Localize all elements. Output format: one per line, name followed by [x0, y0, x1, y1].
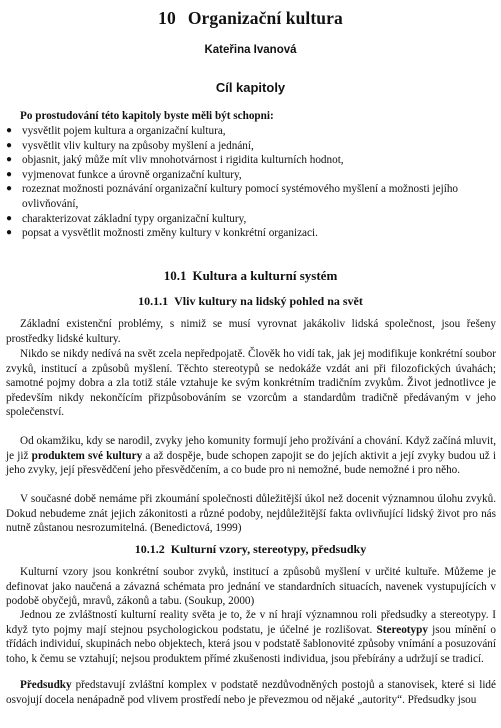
- list-item: [0, 182, 501, 211]
- section-heading-10-1: [0, 268, 501, 284]
- paragraph-text: Od okamžiku, kdy se narodil, zvyky jeho komunity formují jeho prožívání a chování. Když začíná mluvit, je již: [6, 435, 496, 462]
- list-item-text: vysvětlit vliv kultury na způsoby myšlení a jednání,: [22, 139, 254, 152]
- list-item: [0, 168, 501, 183]
- list-item: [0, 153, 501, 168]
- list-item-text: vyjmenovat funkce a úrovně organizační kultury,: [22, 168, 242, 181]
- paragraph: Základní existenční problémy, s nimiž se musí vyrovnat jakákoliv lidská společnost, jsou řešeny prostředky lidské kultury.: [6, 318, 496, 345]
- section-title: Kultura a kulturní systém: [192, 268, 338, 283]
- paragraph: [6, 434, 496, 478]
- bullet-icon: ●: [6, 227, 13, 239]
- paragraph: Kulturní vzory jsou konkrétní soubor zvyků, institucí a způsobů myšlení v určité kultuře. Můžeme je definovat jako naučená a závazná schémata pro jednání ve standardních situacích, navenek vystupujících v podobě obyčejů, mravů, zákonů a tabu. (Soukup, 2000): [6, 566, 496, 608]
- section-title: Kulturní vzory, stereotypy, předsudky: [170, 542, 367, 556]
- paragraph-text: a až dospěje, bude schopen zapojit se do jejích aktivit a její zvyky budou už i jeho zvyky, její přesvědčení jeho přesvědčením, a co bude pro ni nemožné, bude nemožné i pro něho.: [6, 449, 496, 477]
- bullet-icon: ●: [6, 168, 13, 180]
- bullet-icon: ●: [6, 212, 13, 224]
- list-item: [0, 226, 501, 241]
- list-item-text: objasnit, jaký může mít vliv mnohotvárnost i rigidita kulturních hodnot,: [22, 154, 344, 167]
- bullet-icon: ●: [6, 183, 13, 195]
- paragraph-text: představují zvláštní komplex v podstatě nezdůvodněných postojů a stanovisek, které si lidé osvojují docela nenápadně pod vlivem prostředí nebo je převezmou od nějaké „autority“. Předsudky jsou: [6, 679, 496, 706]
- list-item-text: rozeznat možnosti poznávání organizační kultury pomocí systémového myšlení a možnosti jejího ovlivňování,: [22, 183, 459, 210]
- list-item: [0, 124, 501, 139]
- paragraph-text: Jednou ze zvláštností kulturní reality světa je to, že v ní hrají významnou roli předsudky a stereotypy. I když tyto pojmy mají stejnou psychologickou podstatu, je účelné je rozlišovat.: [6, 609, 496, 636]
- list-item: [0, 212, 501, 227]
- list-item-text: popsat a vysvětlit možnosti změny kultury v konkrétní organizaci.: [22, 227, 318, 240]
- list-item-text: vysvětlit pojem kultura a organizační kultura,: [22, 125, 226, 137]
- paragraph: V současné době nemáme při zkoumání společnosti důležitější úkol než docenit významnou úlohu zvyků. Dokud nebudeme znát jejich zákonitosti a různé podoby, nejdůležitější fakta ovlivňující lidský život pro nás nutně zůstanou nesrozumitelná. (Benedictová, 1999): [6, 493, 496, 535]
- paragraph: [6, 608, 496, 666]
- paragraph: [6, 678, 496, 707]
- bold-term: Předsudky: [20, 679, 72, 691]
- bold-term: Stereotypy: [376, 623, 428, 636]
- paragraph-text: jsou mínění o třídách individuí, skupinách nebo objektech, která jsou v podstatě šablonovité způsoby vnímání a posuzování toho, k čemu se vztahují; nejsou produktem přímé zkušenosti individua, jsou přebírány a udržují se tradicí.: [6, 623, 496, 665]
- goals-list: [0, 124, 501, 241]
- chapter-title-text: Organizační kultura: [187, 8, 343, 28]
- chapter-author: Kateřina Ivanová: [204, 44, 297, 56]
- section-number: 10.1: [163, 268, 187, 283]
- goals-intro: Po prostudování této kapitoly byste měli být schopni:: [20, 110, 274, 122]
- section-number: 10.1.1: [138, 294, 169, 308]
- bullet-icon: ●: [6, 125, 13, 136]
- goals-heading: Cíl kapitoly: [215, 80, 286, 95]
- chapter-number: 10: [158, 8, 176, 28]
- bold-term: produktem své kultury: [31, 449, 143, 462]
- paragraph: Nikdo se nikdy nedívá na svět zcela nepředpojatě. Člověk ho vidí tak, jak jej modifikuje konkrétní soubor zvyků, institucí a způsobů myšlení. Těchto stereotypů se nedokáže vzdát ani při filozofických úvahách; samotné pojmy dobra a zla totiž stále vztahuje ke svým konkrétním tradičním zvykům. Život jednotlivce je především nikdy nekončícím přizpůsobováním se vzorcům a standardům tradičně předávaným v jeho společenství.: [6, 348, 496, 419]
- list-item-text: charakterizovat základní typy organizační kultury,: [22, 212, 247, 225]
- bullet-icon: ●: [6, 139, 13, 151]
- section-heading-10-1-2: [0, 542, 501, 557]
- bullet-icon: ●: [6, 154, 13, 166]
- section-number: 10.1.2: [134, 542, 165, 556]
- list-item: [0, 139, 501, 154]
- section-title: Vliv kultury na lidský pohled na svět: [174, 294, 363, 308]
- section-heading-10-1-1: [0, 294, 501, 309]
- chapter-title: [0, 8, 501, 29]
